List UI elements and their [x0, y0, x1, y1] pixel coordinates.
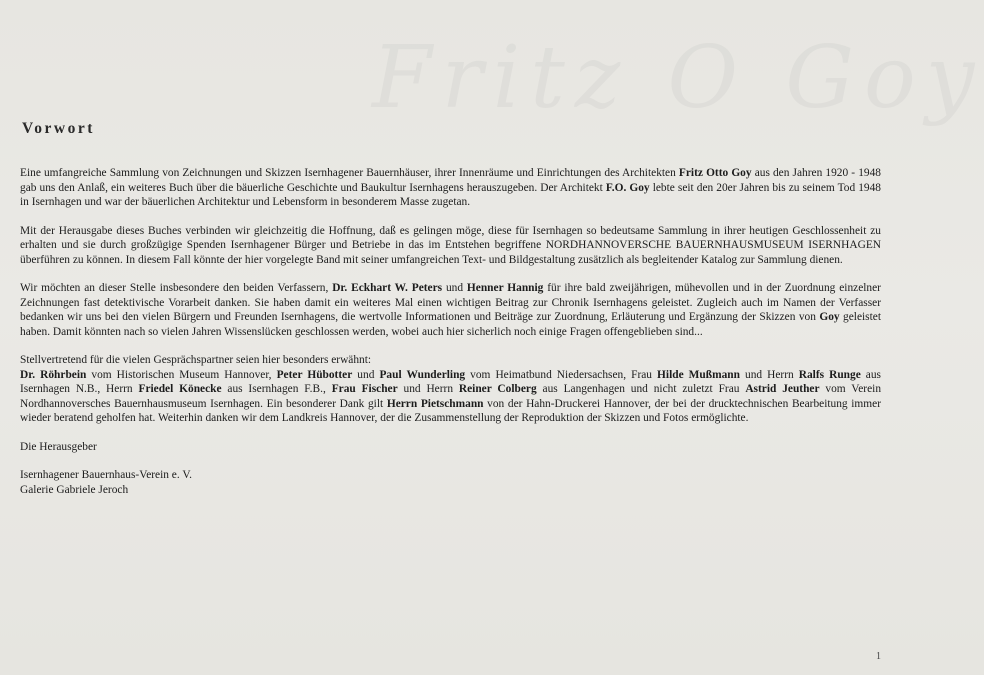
paragraph-1: Eine umfangreiche Sammlung von Zeichnungen und Skizzen Isernhagener Bauernhäuser, ihrer Innenräume und Einrichtungen des Architekten Fritz Otto Goy aus den Jahren 1920 - 1948 gab uns den Anlaß, ein weiteres Buch über die bäuerliche Geschichte und Baukultur Isernhagens herauszugeben. Der Architekt F.O. Goy lebte seit den 20er Jahren bis zu seinem Tod 1948 in Isernhagen und war der bäuerlichen Architektur und Lebensform in besonderem Masse zugetan.	[20, 167, 882, 208]
paragraph-3: Wir möchten an dieser Stelle insbesondere den beiden Verfassern, Dr. Eckhart W. Peters und Henner Hannig für ihre bald zweijährigen, mühevollen und in der Zuordnung einzelner Zeichnungen fast detektivische Vorarbeit danken. Sie haben damit ein weiteres Mal einen wichtigen Beitrag zur Chronik Isernhagens geleistet. Zugleich auch im Namen der Verfasser bedanken wir uns bei den vielen Bürgern und Freunden Isernhagens, die wertvolle Informationen und Beiträge zur Zuordnung, Erläuterung und Ergänzung der Skizzen von Goy geleistet haben. Damit könnten nach so vielen Jahren Wissenslücken geschlossen werden, wobei auch hier sicherlich noch einige Fragen offengeblieben sind...	[20, 282, 881, 338]
name-highlight: Herrn Pietschmann	[386, 397, 484, 410]
signoff: Die Herausgeber	[20, 440, 97, 453]
page-number: 1	[876, 651, 881, 662]
paragraph-4: Stellvertretend für die vielen Gesprächspartner seien hier besonders erwähnt: Dr. Röhrbein vom Historischen Museum Hannover, Peter Hübotter und Paul Wunderling vom Heimatbund Niedersachsen, Frau Hilde Mußmann und Herrn Ralfs Runge aus Isernhagen N.B., Herrn Friedel Könecke aus Isernhagen F.B., Frau Fischer und Herrn Reiner Colberg aus Langenhagen und nicht zuletzt Frau Astrid Jeuther vom Verein Nordhannoversches Bauernhausmuseum Isernhagen. Ein besonderer Dank gilt Herrn Pietschmann von der Hahn-Druckerei Hannover, der bei der drucktechnischen Bearbeitung immer wieder beratend geholfen hat. Weiterhin danken wir dem Landkreis Hannover, der die Zusammenstellung der Reproduktion der Skizzen und Fotos ermöglichte.	[20, 354, 882, 424]
name-highlight: Dr. Eckhart W. Peters	[332, 282, 443, 294]
publisher-name: Isernhagener Bauernhaus-Verein e. V.	[20, 469, 192, 481]
page-title: Vorwort	[22, 120, 95, 137]
publisher-name: Galerie Gabriele Jeroch	[20, 483, 129, 496]
name-highlight: Paul Wunderling	[379, 368, 466, 381]
name-highlight: Henner Hannig	[466, 282, 544, 294]
paragraph-4-intro: Stellvertretend für die vielen Gesprächspartner seien hier besonders erwähnt:	[20, 354, 372, 366]
name-highlight: Peter Hübotter	[276, 368, 353, 381]
name-highlight: F.O. Goy	[605, 181, 650, 194]
watermark-signature: Fritz O Goy	[372, 28, 984, 128]
name-highlight: Ralfs Runge	[798, 368, 861, 381]
paragraph-2: Mit der Herausgabe dieses Buches verbinden wir gleichzeitig die Hoffnung, daß es gelingen möge, diese für Isernhagen so bedeutsame Sammlung in ihrer heutigen Geschlossenheit zu erhalten und sie durch großzügige Spenden Isernhagener Bürger und Betriebe in das im Entstehen begriffene NORDHANNOVERSCHE BAUERNHAUSMUSEUM ISERNHAGEN überführen zu können. In diesem Fall könnte der hier vorgelegte Band mit seiner umfangreichen Text- und Bildgestaltung zusätzlich als begleitender Katalog zur Sammlung dienen.	[20, 224, 881, 266]
name-highlight: Frau Fischer	[331, 383, 398, 395]
body-text	[20, 166, 881, 497]
name-highlight: Friedel Könecke	[138, 383, 222, 395]
name-highlight: Goy	[819, 311, 840, 323]
name-highlight: Reiner Colberg	[458, 383, 537, 395]
name-highlight: Hilde Mußmann	[657, 368, 740, 381]
name-highlight: Fritz Otto Goy	[678, 167, 752, 179]
name-highlight: Dr. Röhrbein	[20, 368, 87, 381]
publisher-block	[20, 468, 881, 497]
name-highlight: Astrid Jeuther	[745, 383, 820, 395]
